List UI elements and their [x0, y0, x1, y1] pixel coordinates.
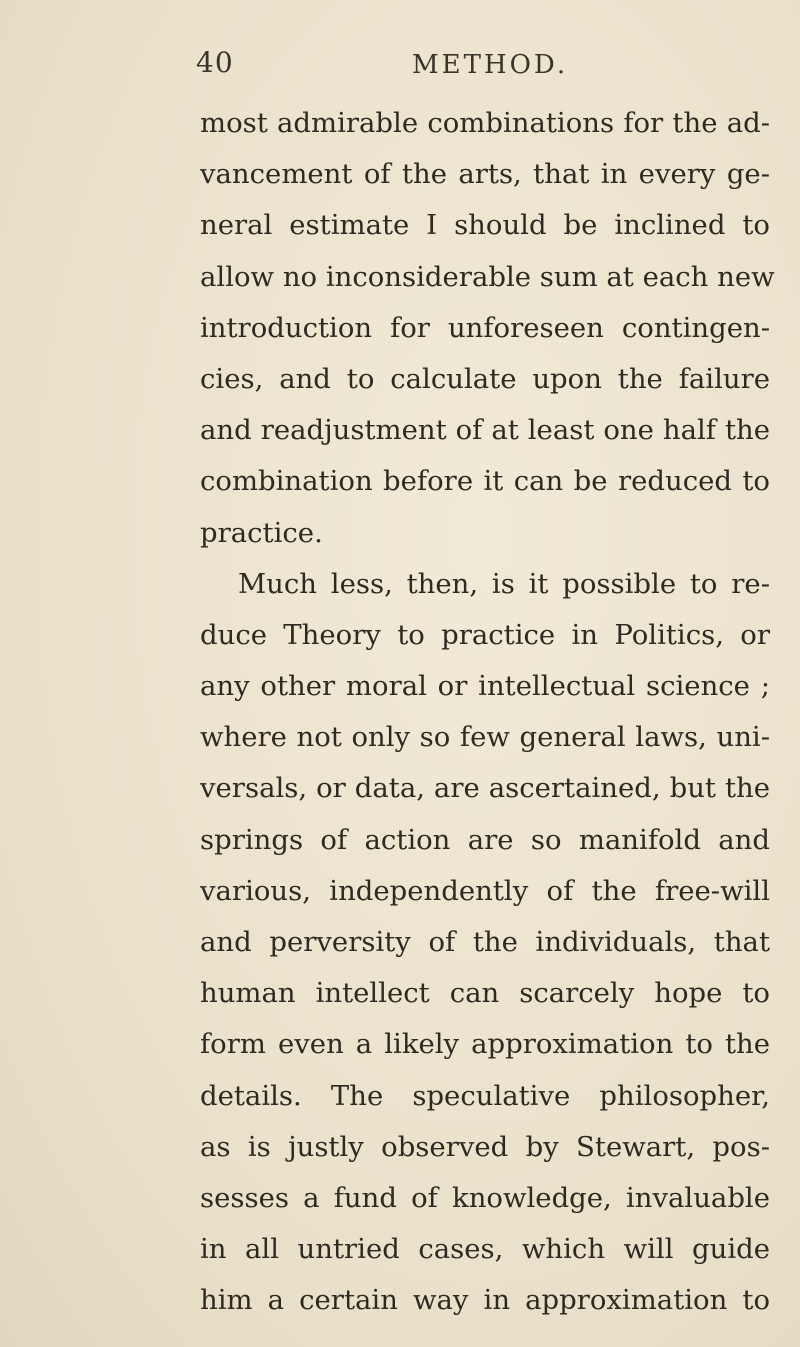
text-line: details. The speculative philosopher,	[200, 1079, 770, 1112]
text-line: practice.	[200, 516, 323, 549]
text-line: him a certain way in approximation to	[200, 1284, 770, 1317]
text-line: form even a likely approximation to the	[200, 1028, 770, 1061]
text-line: duce Theory to practice in Politics, or	[200, 618, 770, 651]
body-text	[200, 98, 775, 1327]
text-line: allow no inconsiderable sum at each new	[200, 260, 775, 293]
text-line: and perversity of the individuals, that	[200, 926, 770, 958]
text-line: where not only so few general laws, uni-	[200, 721, 770, 754]
text-line: combination before it can be reduced to	[200, 465, 770, 498]
text-line: most admirable combinations for the ad-	[200, 107, 770, 139]
text-line: vancement of the arts, that in every ge-	[200, 158, 770, 191]
text-line: neral estimate I should be inclined to	[200, 209, 770, 242]
text-line: human intellect can scarcely hope to	[200, 977, 770, 1010]
text-line: introduction for unforeseen contingen-	[200, 311, 770, 344]
text-line: cies, and to calculate upon the failure	[200, 362, 770, 395]
text-line: any other moral or intellectual science ;	[200, 670, 770, 703]
text-line: in all untried cases, which will guide	[200, 1233, 770, 1266]
text-line: various, independently of the free-will	[200, 874, 770, 907]
text-line: Much less, then, is it possible to re-	[238, 567, 770, 600]
text-line: and readjustment of at least one half the	[200, 414, 770, 447]
page-number: 40	[196, 46, 234, 79]
text-line: sesses a fund of knowledge, invaluable	[200, 1181, 770, 1214]
running-title: METHOD.	[412, 50, 569, 80]
text-line: versals, or data, are ascertained, but the	[200, 772, 770, 805]
text-line: springs of action are so manifold and	[200, 823, 770, 856]
text-line: as is justly observed by Stewart, pos-	[200, 1130, 770, 1163]
running-head	[196, 46, 756, 86]
